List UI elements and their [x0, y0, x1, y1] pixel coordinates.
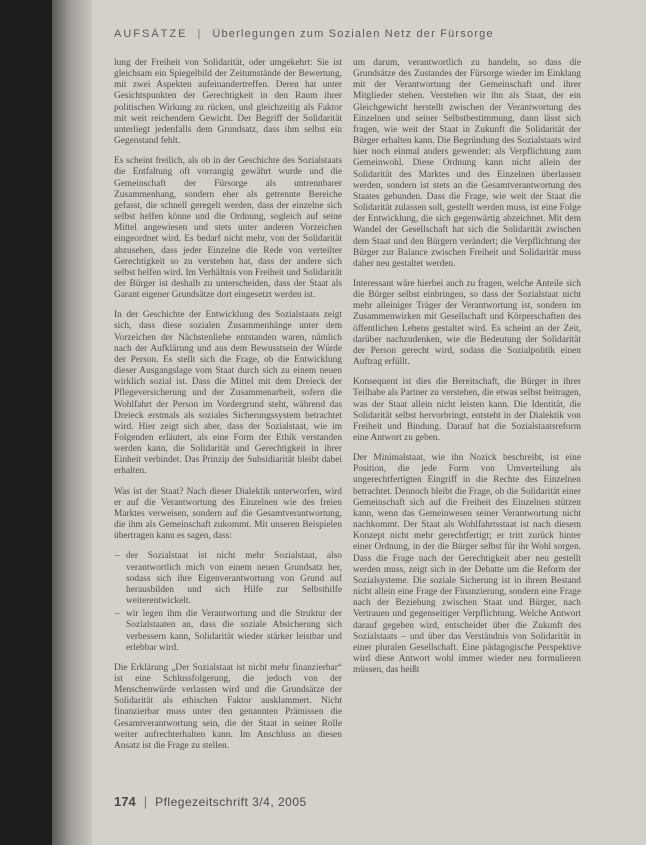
list-item: – wir legen ihm die Verantwortung und die Struktur der Sozialstaaten an, dass die soziale Absicherung sich verbessern kann, Solidarität wieder stärker leistbar und erlebbar wird.	[126, 609, 342, 654]
paragraph: Die Erklärung „Der Sozialstaat ist nicht mehr finanzierbar“ ist eine Schlussfolgerung, die jedoch von der Menschenwürde verlassen wird und die Grundsätze der Solidarität als ethischen Faktor ausklammert. Nicht finanzierbar muss unter den genannten Prämissen die Gesamtverantwortung sein, die der Staat in seiner Rolle weiter aufrechterhalten kann. Im Anschluss an diesen Ansatz ist die Frage zu stellen.	[114, 662, 342, 751]
paragraph: Interessant wäre hierbei auch zu fragen, welche Anteile sich die Bürger selbst einbringen, so dass der Sozialstaat nicht mehr alleiniger Träger der Verantwortung ist, sondern im Zusammenwirken mit Gesellschaft und Körperschaften des öffentlichen Lebens gestaltet wird. Es scheint an der Zeit, darüber nachzudenken, wie die Bedeutung der Solidarität der Person gerecht wird, sodass die Sozialpolitik einen Auftrag erfüllt.	[353, 278, 581, 368]
page-number: 174	[114, 794, 136, 809]
paragraph: Es scheint freilich, als ob in der Geschichte des Sozialstaats die Entfaltung oft vorrangig gewährt wurde und die Gemeinschaft der Fürsorge als untrennbarer Zusammenhang, sondern eher als getrennte Bereiche gefasst, die schnell geregelt werden, dass der einzelne sich selbst helfen könne und die Ordnung, sogleich auf seine Mittel angewiesen und stets unter anderen Vorzeichen eingeordnet wird. Es bedarf nicht mehr, von der Solidarität abzusehen, dass jeder Einzelne die Rede von verteilter Gerechtigkeit so zu verstehen hat, dass der andere sich selbst helfen wird. Im Verhältnis von Freiheit und Solidarität der Bürger ist deshalb zu unterscheiden, dass der Staat als Garant eigener Grundsätze dort eingesetzt werden ist.	[114, 156, 342, 301]
paragraph: lung der Freiheit von Solidarität, oder umgekehrt: Sie ist gleichsam ein Spiegelbild der Zeitumstände der Bewertung, mit zwei Aspekten aufeinandertreffen. Deren hat unter Gesichtspunkten der Gerechtigkeit in den Raum ihrer politischen Wirkung zu rücken, und gleichzeitig als Faktor mit weit reichendem Gewicht. Der Begriff der Solidarität unterliegt jedenfalls dem Grundsatz, dass ihm selbst ein Gegenstand fehlt.	[114, 58, 342, 147]
left-column	[114, 58, 342, 761]
paragraph: Was ist der Staat? Nach dieser Dialektik unterworfen, wird er auf die Verantwortung des Einzelnen wie des freien Marktes verweisen, sondern auf die Gesamtverantwortung, die ihm als Gemeinschaft zukommt. Mit unseren Beispielen übertragen kann es sagen, dass:	[114, 486, 342, 542]
dash-list	[114, 551, 342, 653]
header-separator: |	[197, 28, 203, 40]
running-title: Überlegungen zum Sozialen Netz der Fürsorge	[212, 28, 494, 40]
paragraph: Konsequent ist dies die Bereitschaft, die Bürger in ihrer Teilhabe als Partner zu verstehen, die etwas selbst beitragen, was der Staat allein nicht leisten kann. Die Identität, die Solidarität selbst hervorbringt, entsteht in der Dialektik von Freiheit und Bindung. Darauf hat die Sozialstaatsreform eine Antwort zu geben.	[353, 377, 581, 443]
paragraph: um darum, verantwortlich zu handeln, so dass die Grundsätze des Zustandes der Fürsorge wieder im Einklang mit der Verantwortung der Gemeinschaft und ihrer Mitglieder stehen. Verstehen wir ihn als Staat, der ein Gleichgewicht herstellt zwischen der Verantwortung des Einzelnen und seiner Selbstbestimmung, dann lässt sich fragen, wie weit der Staat in Zukunft die Solidarität der Bürger erhalten kann. Die Begründung des Sozialstaats wird hier noch einmal anders gewendet: als Verpflichtung zum Gemeinwohl. Diese Ordnung kann nicht allein der Solidarität des Marktes und des Einzelnen überlassen werden, sondern ist stets an die Gesamtverantwortung des Staates gebunden. Dass die Frage, wie weit der Staat die Solidarität zulassen soll, gestellt werden muss, ist eine Folge der Entwicklung, die sich gegenwärtig abzeichnet. Mit dem Wandel der Gesellschaft hat sich die Solidarität zwischen dem Staat und den Bürgern verändert; die Verpflichtung der Bürger zur Balance zwischen Freiheit und Solidarität muss daher neu gestaltet werden.	[353, 58, 581, 269]
journal-citation: Pflegezeitschrift 3/4, 2005	[155, 795, 307, 809]
book-page	[52, 0, 646, 845]
paragraph: Der Minimalstaat, wie ihn Nozick beschreibt, ist eine Position, die jede Form von Umverteilung als ungerechtfertigten Eingriff in die Rechte des Einzelnen betrachtet. Dennoch bleibt die Frage, ob die Solidarität einer Gemeinschaft sich auf die Freiheit des Einzelnen stützen kann, wenn das Gemeinwesen seiner Verantwortung nicht nachkommt. Der Staat als Wohlfahrtsstaat ist nach diesem Konzept nicht mehr gerechtfertigt; er tritt zurück hinter einer Ordnung, in der die Bürger selbst für ihr Wohl sorgen. Dass die Frage nach der Gerechtigkeit aber neu gestellt werden muss, zeigt sich in der Debatte um die Reform der Sozialsysteme. Die soziale Sicherung ist in ihrem Bestand nicht allein eine Frage der Finanzierung, sondern eine Frage nach der Beziehung zwischen Staat und Bürger, nach Vertrauen und gegenseitiger Verpflichtung. Welche Antwort darauf gegeben wird, entscheidet über die Zukunft des Sozialstaats – und über das Verständnis von Solidarität in einer pluralen Gesellschaft. Eine pädagogische Perspektive wird diese Antwort wohl immer wieder neu formulieren müssen, das heißt	[353, 453, 581, 676]
section-label: AUFSÄTZE	[114, 28, 188, 40]
right-column	[353, 58, 581, 685]
footer-separator: |	[143, 794, 148, 809]
page-footer	[114, 793, 634, 813]
running-header	[114, 28, 634, 44]
list-item: – der Sozialstaat ist nicht mehr Sozialstaat, also verantwortlich mich von einem neuen Grundsatz her, sodass sich ihre Eigenverantwortung von Grund auf herausbilden und sich Hilfe zur Selbsthilfe weiterentwickelt.	[126, 551, 342, 607]
book-gutter-shadow	[52, 0, 92, 845]
paragraph: In der Geschichte der Entwicklung des Sozialstaats zeigt sich, dass diese sozialen Zusammenhänge unter dem Vorzeichen der Nächstenliebe entstanden waren, nämlich nach der Aufklärung und aus dem Bewusstsein der Würde der Person. Es stellt sich die Frage, ob die Entwicklung dieser Ausgangslage vom Staat durch sich zu einem neuen wirklich sozial ist. Dass die Mittel mit dem Dreieck der Pflegeversicherung und der Zusammenarbeit, sofern die Wohlfahrt der Person im Vordergrund steht, während das Dreieck erstmals als soziales Sicherungssystem betrachtet wird. Hier zeigt sich aber, dass der Sozialstaat, wie im Folgenden erläutert, als eine Form der Ethik verstanden werden kann, die Solidarität und Gerechtigkeit in ihrer Einheit verbindet. Das Prinzip der Subsidiarität bleibt dabei erhalten.	[114, 310, 342, 477]
